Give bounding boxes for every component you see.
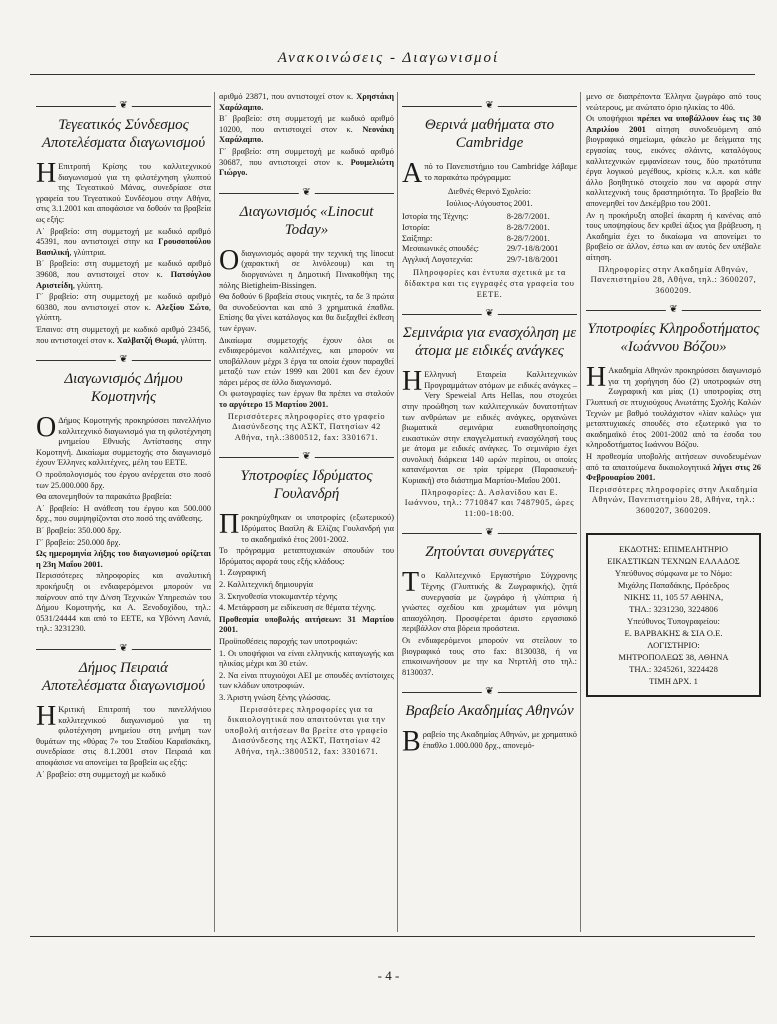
- article-title-vozos: Υποτροφίες Κληροδοτήματος «Ιωάννου Βόζου»: [587, 321, 760, 356]
- imprint-line: Υπεύθυνος Τυπογραφείου:: [627, 615, 720, 626]
- imprint-line: Μιχάλης Παπαδάκης, Πρόεδρος: [617, 579, 730, 590]
- article-body: Οι φωτογραφίες των έργων θα πρέπει να σταλούν το αργότερο 15 Μαρτίου 2001.: [219, 389, 394, 410]
- imprint-line: ΤΙΜΗ ΔΡΧ. 1: [649, 675, 698, 686]
- list-item: 2. Να είναι πτυχιούχοι ΑΕΙ με σπουδές αντίστοιχες των κλάδων υποτροφιών.: [219, 670, 394, 691]
- publisher-imprint-box: [586, 533, 761, 697]
- table-row: Ιστορία της Τέχνης: 8-28/7/2001.: [402, 212, 550, 222]
- article-deadline: Ως ημερομηνία λήξης του διαγωνισμού ορίζεται η 23η Μαΐου 2001.: [36, 549, 211, 569]
- article-body: Έπαινο: στη συμμετοχή με κωδικό αριθμό 23456, που αντιστοιχεί στον κ. Χαλβατζή Θωμά, γλύπτη.: [36, 324, 211, 345]
- article-title-linocut: Διαγωνισμός «Linocut Today»: [239, 203, 374, 238]
- ornament-separator: ❦: [36, 643, 211, 655]
- column-4: [586, 92, 761, 697]
- column-1: [36, 92, 211, 781]
- ornament-separator: ❦: [402, 527, 577, 539]
- article-body: Προϋποθέσεις παροχής των υποτροφιών:: [219, 636, 358, 646]
- list-item: 3. Σκηνοθεσία ντοκυμαντέρ τέχνης: [219, 591, 338, 601]
- imprint-line: ΝΙΚΗΣ 11, 105 57 ΑΘΗΝΑ,: [623, 591, 724, 602]
- article-body: Το πρόγραμμα μεταπτυχιακών σπουδών του Ιδρύματος αφορά τους εξής κλάδους:: [219, 546, 394, 566]
- article-title-collaborators: Ζητούνται συνεργάτες: [425, 544, 554, 561]
- article-body: αριθμό 23871, που αντιστοιχεί στον κ. Χρηστάκη Χαράλαμπο.: [219, 92, 394, 112]
- article-body: Αν η προκήρυξη αποβεί άκαρπη ή κανένας από τους υποψηφίους δεν κριθεί άξιος για βράβευση, η Ακαδημία έχει το δικαίωμα να απονείμει το βραβείο σε άλλον, έστω και αν αυτός δεν υπέβαλε αίτηση.: [586, 210, 761, 262]
- article-body: Οι ενδιαφερόμενοι μπορούν να στείλουν το βιογραφικό τους στο fax: 8130038, ή να επικοινωνήσουν με την κα Ντρττλή στο τηλ.: 8130037.: [402, 636, 577, 677]
- info-text: Περισσότερες πληροφορίες στην Ακαδημία Αθηνών, Πανεπιστημίου 28, Αθήνα, τηλ.: 3600207, 3600209.: [588, 484, 759, 515]
- article-body: Από το Πανεπιστήμιο του Cambridge λάβαμε το παρακάτω πρόγραμμα:: [402, 158, 577, 189]
- column-divider: [397, 92, 398, 932]
- ornament-separator: ❦: [402, 100, 577, 112]
- column-divider: [580, 92, 581, 932]
- article-title-goulandris: Υποτροφίες Ιδρύματος Γουλανδρή: [240, 468, 373, 503]
- imprint-line: ΕΚΔΟΤΗΣ: ΕΠΙΜΕΛΗΤΗΡΙΟ: [619, 543, 728, 554]
- article-body: Β΄ βραβείο: στη συμμετοχή με κωδικό αριθμό 39608, που αντιστοιχεί στον κ. Πατσόγλου Αριστείδη, γλύπτη.: [36, 259, 211, 290]
- list-item: 4. Μετάφραση με ειδίκευση σε θέματα τέχνης.: [219, 603, 376, 613]
- list-item: 2. Καλλιτεχνική δημιουργία: [219, 580, 314, 589]
- ornament-separator: ❦: [219, 187, 394, 199]
- article-title-piraeus: Δήμος Πειραιά Αποτελέσματα διαγωνισμού: [41, 659, 206, 694]
- article-body: Θα απονεμηθούν τα παρακάτω βραβεία:: [36, 492, 172, 502]
- imprint-line: ΛΟΓΙΣΤΗΡΙΟ:: [647, 639, 700, 650]
- table-row: Σαίξπηρ: 8-28/7/2001.: [402, 233, 550, 243]
- article-deadline: Προθεσμία υποβολής αιτήσεων: 31 Μαρτίου 2001.: [219, 614, 394, 635]
- article-body: Ο προϋπολογισμός του έργου ανέρχεται στο ποσό των 25.000.000 δρχ.: [36, 470, 211, 490]
- article-body: Γ΄ βραβείο: στη συμμετοχή με κωδικό αριθμό 60380, που αντιστοιχεί στον κ. Αλεξίου Σώτο, γλύπτη.: [36, 292, 211, 323]
- info-text: Περισσότερες πληροφορίες στο γραφείο Διασύνδεσης της ΑΣΚΤ, Πατησίων 42 Αθήνα, τηλ.:3800512, fax: 3301671.: [227, 411, 386, 442]
- article-body: Η Κριτική Επιτροπή του πανελλήνιου καλλιτεχνικού διαγωνισμού για τη φιλοτέχνηση μνημείου στη μνήμη των θυμάτων της «θύρας 7» του Σταδίου Καραϊσκάκη, συνεδρίασε στις 8.1.2001 στον Πειραιά και αποφάσισε να απονείμει τα βραβεία ως εξής:: [36, 700, 211, 767]
- article-body: Περισσότερες πληροφορίες και αναλυτική προκήρυξη οι ενδιαφερόμενοι μπορούν να παίρνουν από την Δ/νση Τεχνικών Υπηρεσιών του Δήμου Κομοτηνής, κα Α. Ξενοδοχίδου, τηλ.: 0531/24444 και από το ΕΕΤΕ, κα Υβόννη Λανιά, τηλ.: 3231230.: [36, 571, 211, 634]
- article-body: Οδιαγωνισμός αφορά την τεχνική της linocut (χαρακτική σε λινόλεουμ) και τη διοργανώνει η Δημοτική Πινακοθήκη της πόλης Bietigheim-Bissingen.: [219, 244, 394, 290]
- imprint-line: ΕΙΚΑΣΤΙΚΩΝ ΤΕΧΝΩΝ ΕΛΛΑΔΟΣ: [607, 555, 740, 566]
- footer-rule: [30, 936, 755, 937]
- article-title-tegea: Τεγεατικός Σύνδεσμος Αποτελέσματα διαγωνισμού: [41, 117, 206, 151]
- imprint-line: ΜΗΤΡΟΠΟΛΕΩΣ 38, ΑΘΗΝΑ: [618, 651, 729, 662]
- article-body: Το Καλλιτεχνικό Εργαστήριο Σύγχρονης Τέχνης (Γλυπτικής & Ζωγραφικής), ζητά συνεργασία με ζωγράφο ή γλύπτρια ή γνώστες σχεδίου και χρωμάτων για μόνιμη απασχόληση. Προσφέρεται άριστο εργασιακό περιβάλλον στα βόρεια προάστεια.: [402, 567, 577, 634]
- info-text: Περισσότερες πληροφορίες για τα δικαιολογητικά που απαιτούνται για την υποβολή αιτήσεων θα βρείτε στο γραφείο Διασύνδεσης της ΑΣΚΤ, Πατησίων 42 Αθήνα, τηλ.:3800512, fax: 3301671.: [225, 704, 388, 756]
- article-body: Βραβείο της Ακαδημίας Αθηνών, με χρηματικό έπαθλο 1.000.000 δρχ., απονεμό-: [402, 726, 577, 758]
- article-body: Γ΄ βραβείο: στη συμμετοχή με κωδικό αριθμό 30687, που αντιστοιχεί στον κ. Ρουμελιώτη Γιώργο.: [219, 146, 394, 178]
- page-header: Ανακοινώσεις - Διαγωνισμοί: [277, 50, 500, 66]
- column-3: [402, 92, 577, 758]
- article-body: Η Επιτροπή Κρίσης του καλλιτεχνικού διαγωνισμού για τη φιλοτέχνηση γλυπτού της Τεγεατικού Μάνας, συνεδρίασε στα γραφεία του Τεγεατικού Συνδέσμου στην Αθήνα, στις 3.1.2001 και αποφάσισε να δοθούν τα βραβεία ως εξής:: [36, 158, 211, 224]
- article-body: Οι υποψήφιοι πρέπει να υποβάλλουν έως τις 30 Απριλίου 2001 αίτηση συνοδευόμενη από βιογραφικό σημείωμα, φάκελο με δείγματα της εργασίας τους, εικόνες σλάιντς, καταλόγους καλλιτεχνικών εμφανίσεων τους, δύο πρωτότυπα έργα λογικού μεγέθους, κρίσεις κ.λ.π. και κάθε άλλο βοηθητικό στοιχείο που να αφορά στην καλλιτεχνική τους δραστηριότητα. Το βραβείο θα απονεμηθεί τον Δεκέμβριο του 2001.: [586, 114, 762, 208]
- article-body: Θα δοθούν 6 βραβεία στους νικητές, τα δε 3 πρώτα θα συνοδεύονται και από 3 χρηματικά έπαθλα. Επίσης θα γίνει κατάλογος και θα διεξαχθεί έκθεση των έργων.: [219, 292, 394, 333]
- info-text: Πληροφορίες στην Ακαδημία Αθηνών, Πανεπιστημίου 28, Αθήνα, τηλ.: 3600207, 3600209.: [590, 264, 757, 295]
- article-subhead: Διεθνές Θερινό Σχολείο:: [448, 187, 531, 197]
- imprint-line: ΤΗΛ.: 3245261, 3224428: [629, 663, 718, 674]
- article-body: Α΄ βραβείο: στη συμμετοχή με κωδικό αριθμό 45391, που αντιστοιχεί στην κα Γρουσοπούλου Βασιλική, γλύπτρια.: [36, 226, 211, 257]
- article-body: Α΄ βραβείο: Η ανάθεση του έργου και 500.000 δρχ., που συμψηφίζονται στο ποσό της ανάθεσης.: [36, 503, 211, 524]
- article-body: Ο Δήμος Κομοτηνής προκηρύσσει πανελλήνιο καλλιτεχνικό διαγωνισμό για τη φιλοτέχνηση μνημείου Εθνικής Αντίστασης στην Κομοτηνή. Δικαίωμα συμμετοχής στο διαγωνισμό έχουν Έλληνες καλλιτέχνες, μέλη του ΕΕΤΕ.: [36, 412, 211, 468]
- table-row: Αγγλική Λογοτεχνία: 29/7-18/8/2001: [402, 254, 559, 264]
- article-body: Β΄ βραβείο: στη συμμετοχή με κωδικό αριθμό 10200, που αντιστοιχεί στον κ. Νεονάκη Χαράλαμπο.: [219, 114, 394, 145]
- ornament-separator: ❦: [219, 451, 394, 463]
- article-body: Α΄ βραβείο: στη συμμετοχή με κωδικό: [36, 769, 166, 779]
- list-item: 3. Άριστη γνώση ξένης γλώσσας.: [219, 692, 331, 702]
- article-body: Η Ακαδημία Αθηνών προκηρύσσει διαγωνισμό για τη χορήγηση δύο (2) υποτροφιών στη Ζωγραφική και μίας (1) υποτροφίας στη Γλυπτική σε πτυχιούχους Ανωτάτης Σχολής Καλών Τεχνών με βαθμό τουλάχιστον «λίαν καλώς» για μεταπτυχιακές σπουδές στο εξωτερικό για το ακαδημαϊκό έτος 2001-2002 από τα έσοδα του κληροδοτήματος Ιωάννου Βόζου.: [586, 362, 761, 450]
- list-item: 1. Οι υποψήφιοι να είναι ελληνικής καταγωγής και ηλικίας μέχρι και 30 ετών.: [219, 648, 394, 669]
- imprint-line: Ε. ΒΑΡΒΑΚΗΣ & ΣΙΑ Ο.Ε.: [624, 627, 723, 638]
- page-number: - 4 -: [377, 968, 400, 983]
- article-body: μενο σε διαπρέποντα Έλληνα ζωγράφο από τους νεώτερους, με ανώτατο όριο ηλικίας το 40ό.: [586, 92, 761, 112]
- article-body: Β΄ βραβείο: 350.000 δρχ.: [36, 526, 122, 536]
- courses-table: [402, 212, 577, 265]
- ornament-separator: ❦: [586, 304, 761, 316]
- imprint-line: Υπεύθυνος σύμφωνα με το Νόμο:: [614, 567, 733, 578]
- info-text: Πληροφορίες και έντυπα σχετικά με τα δίδακτρα και τις εγγραφές στα γραφεία του ΕΕΤΕ.: [404, 268, 575, 299]
- article-title-seminars: Σεμινάρια για ενασχόληση με άτομα με ειδικές ανάγκες: [402, 325, 577, 360]
- column-2: [219, 92, 394, 759]
- imprint-line: ΤΗΛ.: 3231230, 3224806: [629, 603, 718, 614]
- article-body: Δικαίωμα συμμετοχής έχουν όλοι οι ενδιαφερόμενοι καλλιτέχνες, και μπορούν να υποβάλλουν μέχρι 3 έργα τα οποία έχουν παραχθεί μεταξύ των ετών 1999 και 2001 και δεν έχουν πάρει μέρος σε άλλο διαγωνισμό.: [219, 335, 394, 387]
- ornament-separator: ❦: [402, 308, 577, 320]
- article-title-academy-award: Βραβείο Ακαδημίας Αθηνών: [405, 703, 574, 720]
- list-item: 1. Ζωγραφική: [219, 568, 266, 578]
- info-text: Πληροφορίες: Δ. Ασλανίδου και Ε. Ιωάννου, τηλ.: 7710847 και 7487905, ώρες 11:00-18:00.: [404, 487, 575, 518]
- article-title-komotini: Διαγωνισμός Δήμου Κομοτηνής: [64, 371, 183, 406]
- header-rule: [30, 74, 755, 75]
- ornament-separator: ❦: [36, 354, 211, 366]
- column-divider: [214, 92, 215, 932]
- table-row: Ιστορία: 8-28/7/2001.: [402, 222, 550, 232]
- table-row: Μεσαιωνικές σπουδές: 29/7-18/8/2001: [402, 244, 559, 254]
- article-body: Η Ελληνική Εταιρεία Καλλιτεχνικών Προγραμμάτων ατόμων με ειδικές ανάγκες – Very Speweial Arts Hellas, που στοχεύει στην προώθηση των καλλιτεχνικών δυνατοτήτων των ανθρώπων με ειδικές ανάγκες, οργανώνει βιωματικά σεμινάρια ευαισθητοποίησης εικαστικών στην επαγγελματική ενασχόλησή τους με άτομα με ειδικές ανάγκες. Το σεμινάριο έχει συνολική διάρκεια 140 ωρών περίπου, οι οποίες κατανέμονται σε τρία τρίμερα (Παρασκευή-Κυριακή) στο διάστημα Μαρτίου-Μαΐου 2001.: [402, 366, 577, 486]
- article-title-cambridge: Θερινά μαθήματα στο Cambridge: [424, 117, 555, 151]
- article-body: Προκηρύχθηκαν οι υποτροφίες (εξωτερικού) Ιδρύματος Βασίλη & Ελίζας Γουλανδρή για το ακαδημαϊκό έτος 2001-2002.: [219, 509, 394, 544]
- article-subhead: Ιούλιος-Αύγουστος 2001.: [446, 198, 533, 208]
- ornament-separator: ❦: [36, 100, 211, 112]
- article-body: Η προθεσμία υποβολής αιτήσεων συνοδευμένων από τα απαιτούμενα δικαιολογητικά λήγει στις 26 Φεβρουαρίου 2001.: [586, 452, 761, 483]
- ornament-separator: ❦: [402, 686, 577, 698]
- article-body: Γ΄ βραβείο: 250.000 δρχ.: [36, 537, 121, 547]
